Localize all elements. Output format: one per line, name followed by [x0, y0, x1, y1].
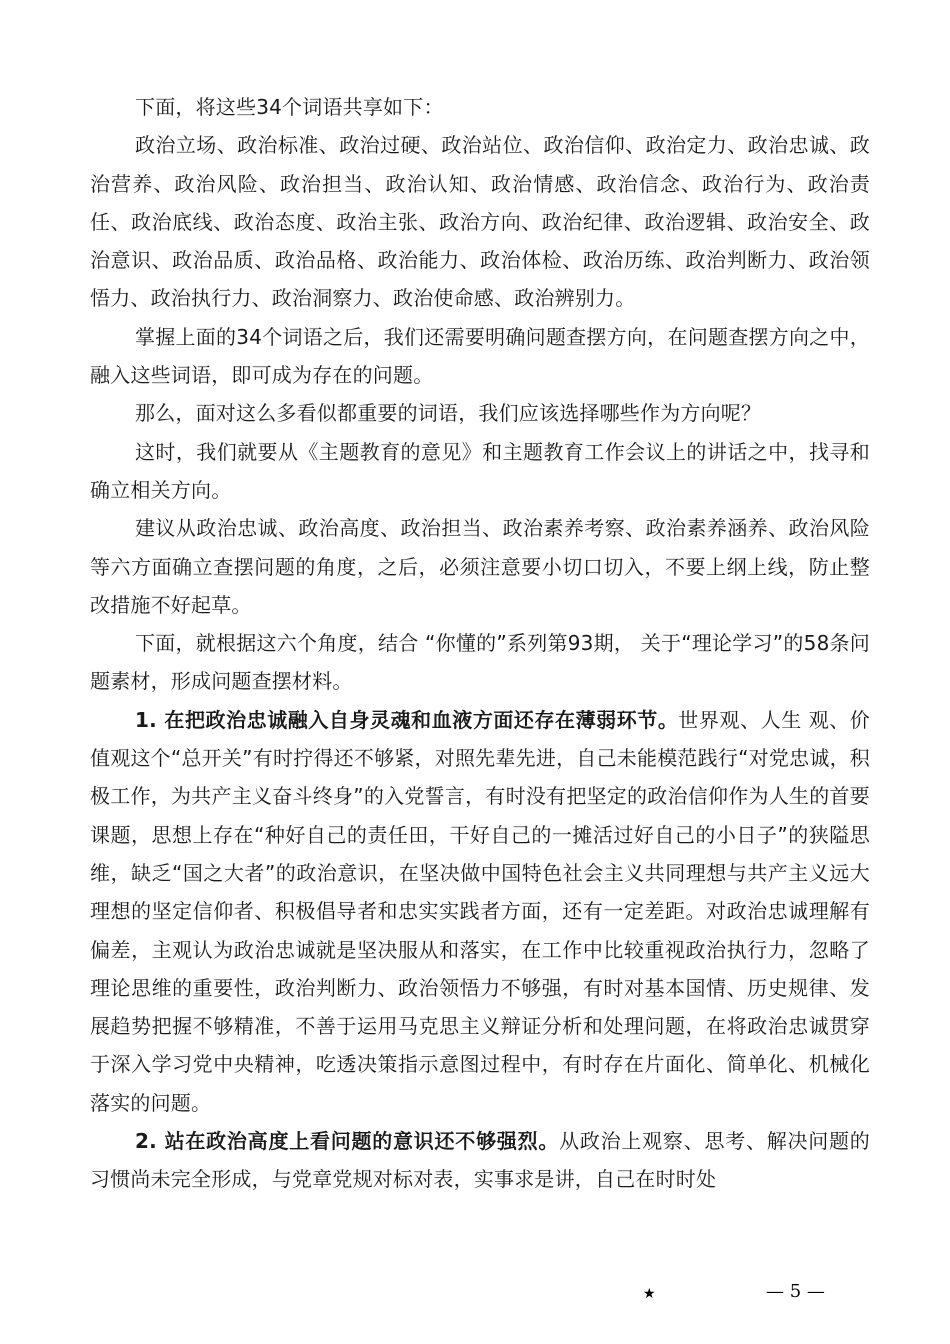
item-2-heading: 2. 站在政治高度上看问题的意识还不够强烈。	[135, 1129, 560, 1154]
page-number: — 5 —	[766, 1281, 825, 1302]
paragraph-material-intro: 下面，就根据这六个角度，结合 “你懂的”系列第93期， 关于“理论学习”的58条问题素材，形成问题查摆材料。	[90, 631, 870, 694]
paragraph-direction: 掌握上面的34个词语之后，我们还需要明确问题查摆方向，在问题查摆方向之中，融入这些词语，即可成为存在的问题。	[90, 324, 870, 388]
paragraph-suggestion: 建议从政治忠诚、政治高度、政治担当、政治素养考察、政治素养涵养、政治风险等六方面确立查摆问题的角度，之后，必须注意要小切口切入，不要上纲上线，防止整改措施不好起草。	[90, 516, 870, 617]
paragraph-question: 那么，面对这么多看似都重要的词语，我们应该选择哪些作为方向呢？	[135, 401, 762, 426]
item-1-heading: 1. 在把政治忠诚融入自身灵魂和血液方面还存在薄弱环节。	[135, 707, 679, 732]
item-1-body: 世界观、人生 观、价值观这个“总开关”有时拧得还不够紧，对照先辈先进，自己未能模范践行“对党忠诚，积极工作，为共产主义奋斗终身”的入党誓言，有时没有把坚定的政治信仰作为人生的首要课题，思想上存在“种好自己的责任田，干好自己的一摊活过好自己的小日子”的狭隘思维，缺乏“国之大者”的政治意识，在坚决做中国特色社会主义共同理想与共产主义远大理想的坚定信仰者、积极倡导者和忠实实践者方面，还有一定差距。对政治忠诚理解有偏差，主观认为政治忠诚就是坚决服从和落实，在工作中比较重视政治执行力，忽略了理论思维的重要性，政治判断力、政治领悟力不够强，有时对基本国情、历史规律、发展趋势把握不够精准，不善于运用马克思主义辩证分析和处理问题，在将政治忠诚贯穿于深入学习党中央精神，吃透决策指示意图过程中，有时存在片面化、简单化、机械化落实的问题。	[90, 707, 871, 1115]
paragraph-intro: 下面，将这些34个词语共享如下：	[135, 95, 444, 119]
paragraph-item-2	[90, 1122, 870, 1199]
document-body	[90, 88, 870, 1199]
paragraph-source: 这时，我们就要从《主题教育的意见》和主题教育工作会议上的讲话之中，找寻和确立相关方向。	[90, 439, 870, 502]
paragraph-word-list: 政治立场、政治标准、政治过硬、政治站位、政治信仰、政治定力、政治忠诚、政治营养、政治风险、政治担当、政治认知、政治情感、政治信念、政治行为、政治责任、政治底线、政治态度、政治主张、政治方向、政治纪律、政治逻辑、政治安全、政治意识、政治品质、政治品格、政治能力、政治体检、政治历练、政治判断力、政治领悟力、政治执行力、政治洞察力、政治使命感、政治辨别力。	[90, 133, 870, 311]
item-2-body: 从政治上观察、思考、解决问题的习惯尚未完全形成，与党章党规对标对表，实事求是讲，自己在时时处	[90, 1129, 870, 1192]
star-icon: ★	[643, 1286, 656, 1302]
paragraph-item-1	[90, 701, 870, 1122]
